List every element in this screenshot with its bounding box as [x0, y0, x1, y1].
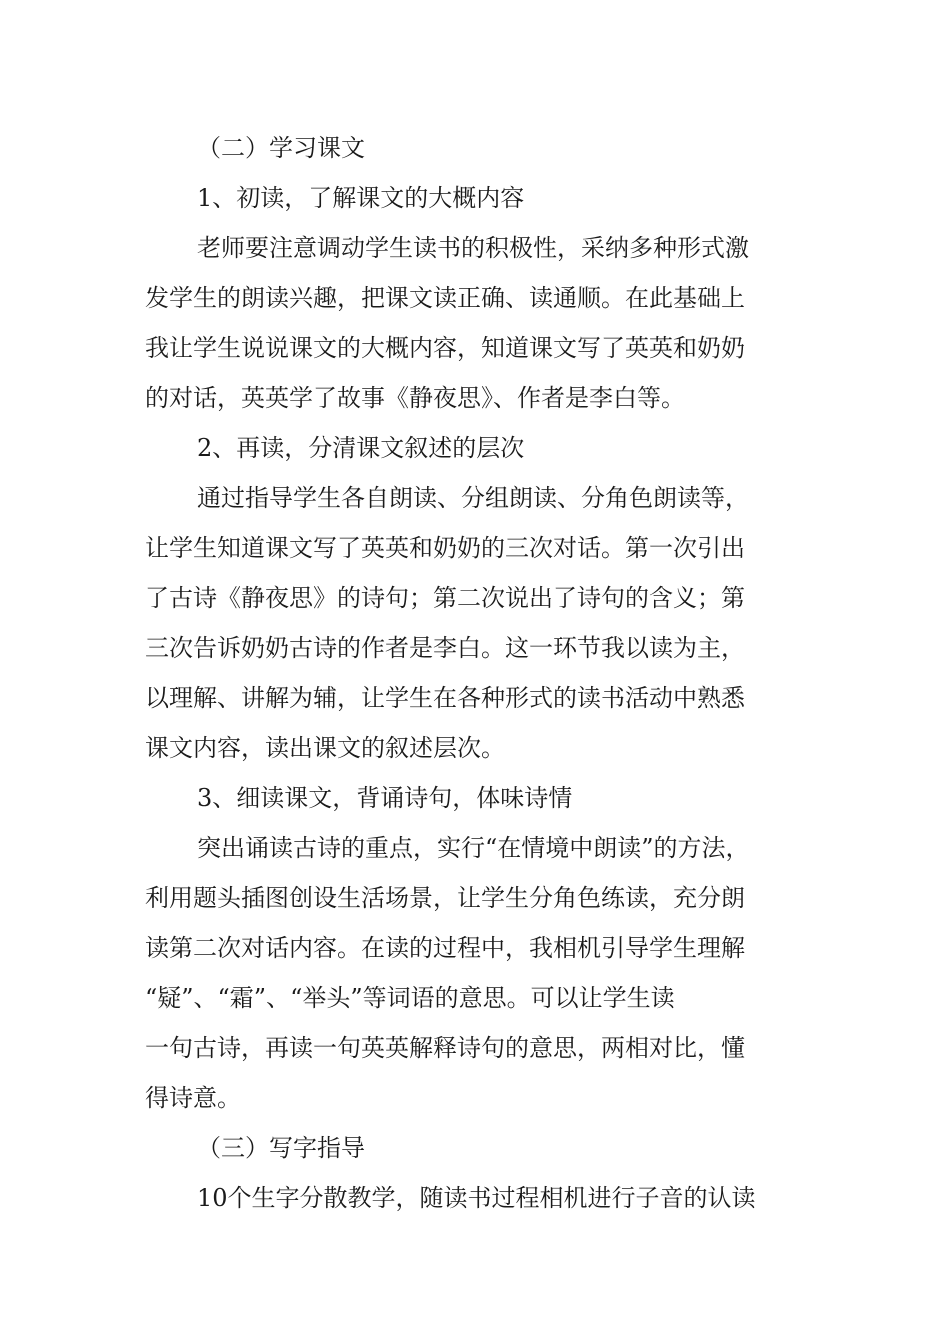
paragraph-line: 通过指导学生各自朗读、分组朗读、分角色朗读等，	[197, 484, 749, 512]
paragraph-line: 10个生字分散教学，随读书过程相机进行子音的认读	[197, 1184, 756, 1212]
section-heading-2: （二）学习课文	[197, 134, 365, 162]
paragraph-line: 利用题头插图创设生活场景，让学生分角色练读，充分朗	[145, 884, 745, 912]
paragraph-line: 突出诵读古诗的重点，实行“在情境中朗读”的方法，	[197, 834, 750, 862]
paragraph-line: 读第二次对话内容。在读的过程中，我相机引导学生理解	[145, 934, 745, 962]
paragraph-line: 了古诗《静夜思》的诗句；第二次说出了诗句的含义；第	[145, 584, 745, 612]
paragraph-line: “疑”、“霜”、“举头”等词语的意思。可以让学生读	[145, 984, 675, 1012]
paragraph-line: 让学生知道课文写了英英和奶奶的三次对话。第一次引出	[145, 534, 745, 562]
paragraph-line: 以理解、讲解为辅，让学生在各种形式的读书活动中熟悉	[145, 684, 745, 712]
paragraph-line: 我让学生说说课文的大概内容，知道课文写了英英和奶奶	[145, 334, 745, 362]
paragraph-line: 课文内容，读出课文的叙述层次。	[145, 734, 505, 762]
paragraph-line: 老师要注意调动学生读书的积极性，采纳多种形式激	[197, 234, 749, 262]
paragraph-line: 的对话，英英学了故事《静夜思》、作者是李白等。	[145, 384, 685, 412]
paragraph-line: 一句古诗，再读一句英英解释诗句的意思，两相对比，懂	[145, 1034, 745, 1062]
paragraph-line: 发学生的朗读兴趣，把课文读正确、读通顺。在此基础上	[145, 284, 745, 312]
section-heading-3: （三）写字指导	[197, 1134, 365, 1162]
subheading-3: 3、细读课文，背诵诗句，体味诗情	[197, 784, 573, 812]
subheading-1: 1、初读，了解课文的大概内容	[197, 184, 525, 212]
paragraph-line: 得诗意。	[145, 1084, 241, 1112]
paragraph-line: 三次告诉奶奶古诗的作者是李白。这一环节我以读为主，	[145, 634, 745, 662]
subheading-2: 2、再读，分清课文叙述的层次	[197, 434, 525, 462]
